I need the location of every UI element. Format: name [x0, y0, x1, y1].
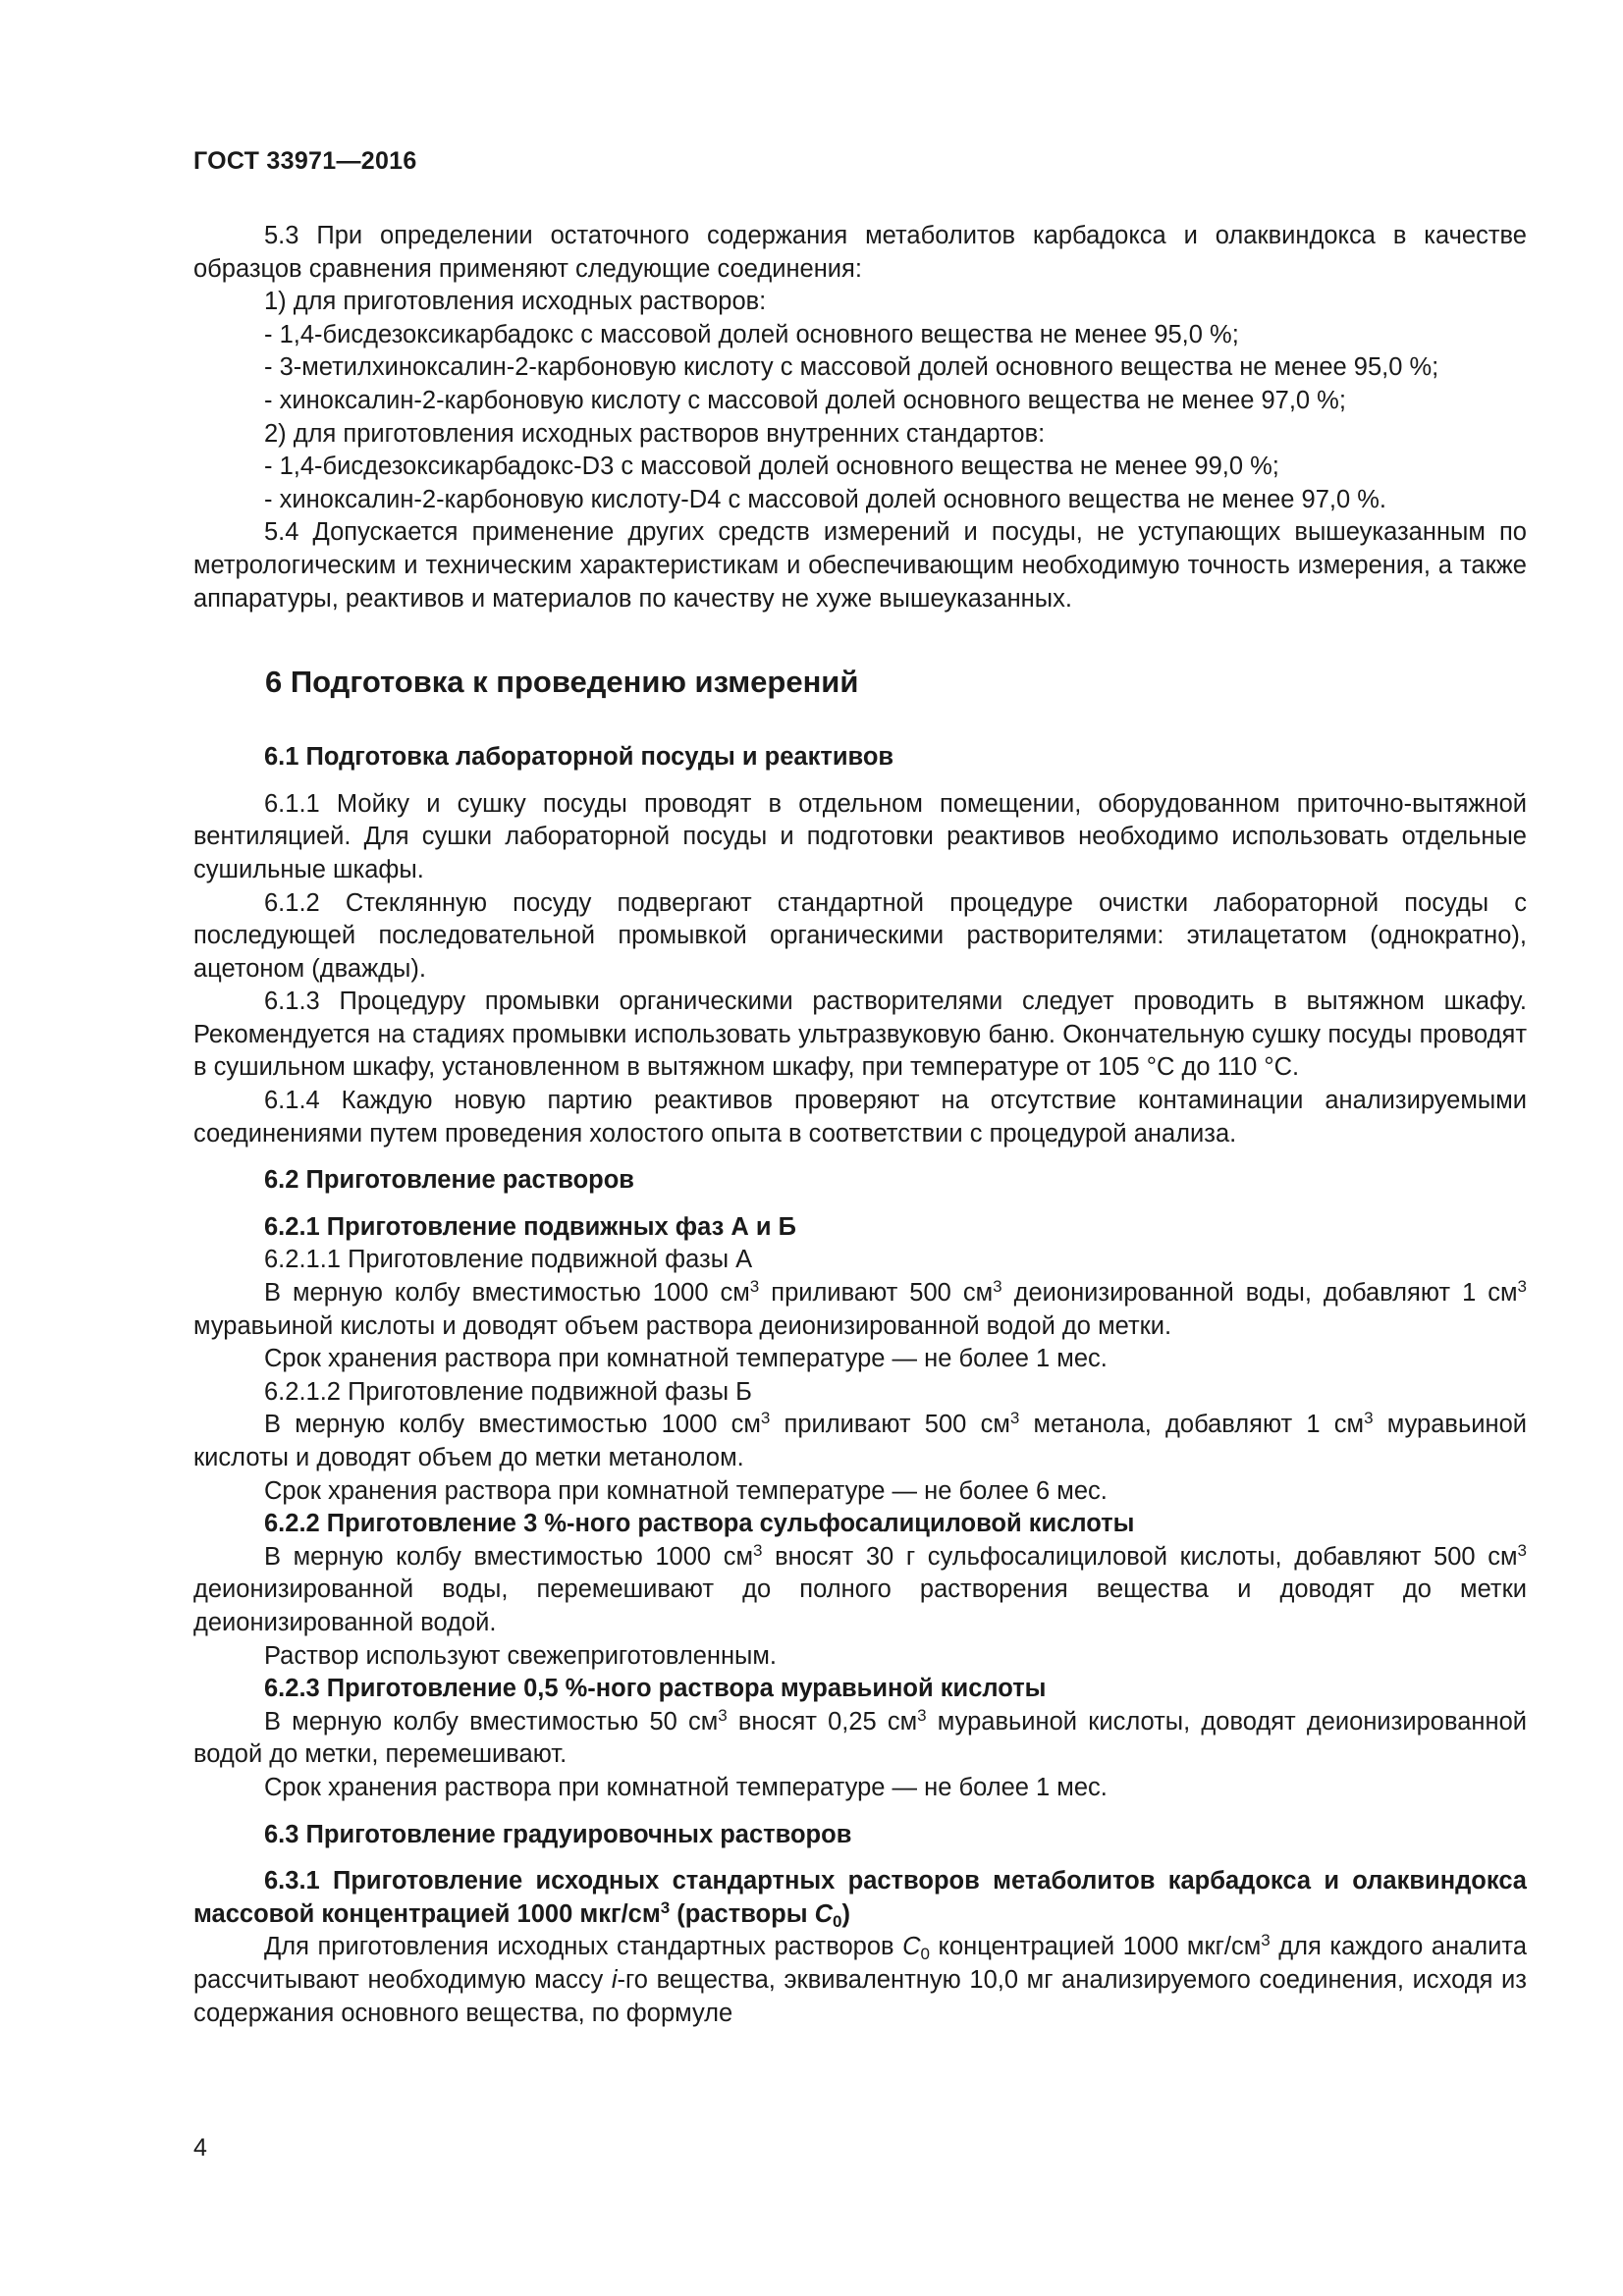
subsection-6-2-1-title: 6.2.1 Приготовление подвижных фаз А и Б [264, 1212, 796, 1241]
list-item: 2) для приготовления исходных растворов внутренних стандартов: [264, 419, 1046, 448]
usage-note: Раствор используют свежеприготовленным. [264, 1641, 778, 1670]
paragraph-6-1-4: 6.1.4 Каждую новую партию реактивов проверяют на отсутствие контаминации анализируемыми соединениями путем проведения холостого опыта в соответствии с процедурой анализа. [193, 1087, 1527, 1148]
paragraph-6-2-1-2: В мерную колбу вместимостью 1000 $см^3$ приливают 500 $см^3$ метанола, добавляют 1 $см^3$ муравьиной кислоты и доводят объем до метки метанолом. [193, 1409, 1528, 1471]
section-6-title: 6 Подготовка к проведению измерений [265, 665, 859, 700]
document-header: ГОСТ 33971—2016 [193, 147, 417, 175]
list-item: - 1,4-бисдезоксикарбадокс с массовой долей основного вещества не менее 95,0 %; [264, 320, 1239, 348]
list-item: - 1,4-бисдезоксикарбадокс-D3 с массовой долей основного вещества не менее 99,0 %; [264, 453, 1279, 481]
list-item: - 3-метилхиноксалин-2-карбоновую кислоту с массовой долей основного вещества не менее 95,0 %; [264, 353, 1439, 382]
paragraph-6-1-3: 6.1.3 Процедуру промывки органическими растворителями следует проводить в вытяжном шкафу. Рекомендуется на стадиях промывки использовать ультразвуковую баню. Окончательную сушку посуды проводят в сушильном шкафу, установленном в вытяжном шкафу, при температуре от 105 °С до 110 °С. [193, 988, 1527, 1082]
paragraph-5-3: 5.3 При определении остаточного содержания метаболитов карбадокса и олаквиндокса в качестве образцов сравнения применяют следующие соединения: [193, 222, 1527, 283]
subsection-6-2-3-title: 6.2.3 Приготовление 0,5 %-ного раствора муравьиной кислоты [264, 1675, 1047, 1703]
list-item: 1) для приготовления исходных растворов: [264, 288, 767, 316]
page-number: 4 [193, 2134, 207, 2162]
storage-note: Срок хранения раствора при комнатной температуре — не более 1 мес. [264, 1345, 1108, 1373]
paragraph-6-2-1-2-title: 6.2.1.2 Приготовление подвижной фазы Б [264, 1377, 752, 1406]
paragraph-6-2-1-1: В мерную колбу вместимостью 1000 $см^3$ приливают 500 $см^3$ деионизированной воды, добавляют 1 $см^3$ муравьиной кислоты и доводят объем раствора деионизированной водой до метки. [193, 1277, 1528, 1340]
paragraph-6-3-1: Для приготовления исходных стандартных растворов $C_0$ концентрацией 1000 мкг/$см^3$ для каждого аналита рассчитывают необходимую массу i-го вещества, эквивалентную 10,0 мг анализируемого соединения, исходя из содержания основного вещества, по формуле [193, 1931, 1528, 2027]
list-item: - хиноксалин-2-карбоновую кислоту с массовой долей основного вещества не менее 97,0 %; [264, 386, 1346, 414]
document-page [193, 147, 1527, 2030]
paragraph-6-2-2: В мерную колбу вместимостью 1000 $см^3$ вносят 30 г сульфосалициловой кислоты, добавляют 500 $см^3$ деионизированной воды, перемешивают до полного растворения вещества и доводят до метки деионизированной водой. [193, 1540, 1528, 1636]
subsection-6-1-title: 6.1 Подготовка лабораторной посуды и реактивов [264, 743, 894, 772]
subsection-6-2-2-title: 6.2.2 Приготовление 3 %-ного раствора сульфосалициловой кислоты [264, 1510, 1135, 1538]
paragraph-6-1-1: 6.1.1 Мойку и сушку посуды проводят в отдельном помещении, оборудованном приточно-вытяжной вентиляцией. Для сушки лабораторной посуды и подготовки реактивов необходимо использовать отдельные сушильные шкафы. [193, 789, 1527, 883]
subsection-6-3-1-title: 6.3.1 Приготовление исходных стандартных растворов метаболитов карбадокса и олаквиндокса массовой концентрацией 1000 мкг/$см^3$ (растворы $C_0$) [193, 1867, 1527, 1931]
storage-note: Срок хранения раствора при комнатной температуре — не более 6 мес. [264, 1476, 1108, 1505]
paragraph-6-2-3: В мерную колбу вместимостью 50 $см^3$ вносят 0,25 $см^3$ муравьиной кислоты, доводят деионизированной водой до метки, перемешивают. [193, 1705, 1527, 1769]
paragraph-6-2-1-1-title: 6.2.1.1 Приготовление подвижной фазы А [264, 1246, 753, 1274]
paragraph-5-4: 5.4 Допускается применение других средств измерений и посуды, не уступающих вышеуказанным по метрологическим и техническим характеристикам и обеспечивающим необходимую точность измерения, а также аппаратуры, реактивов и материалов по качеству не хуже вышеуказанных. [193, 518, 1527, 613]
subsection-6-3-title: 6.3 Приготовление градуировочных растворов [264, 1820, 852, 1848]
subsection-6-2-title: 6.2 Приготовление растворов [264, 1166, 634, 1195]
storage-note: Срок хранения раствора при комнатной температуре — не более 1 мес. [264, 1773, 1108, 1801]
paragraph-6-1-2: 6.1.2 Стеклянную посуду подвергают стандартной процедуре очистки лабораторной посуды с последующей последовательной промывкой органическими растворителями: этилацетатом (однократно), ацетоном (дважды). [193, 888, 1527, 983]
list-item: - хиноксалин-2-карбоновую кислоту-D4 с массовой долей основного вещества не менее 97,0 %. [264, 485, 1387, 513]
